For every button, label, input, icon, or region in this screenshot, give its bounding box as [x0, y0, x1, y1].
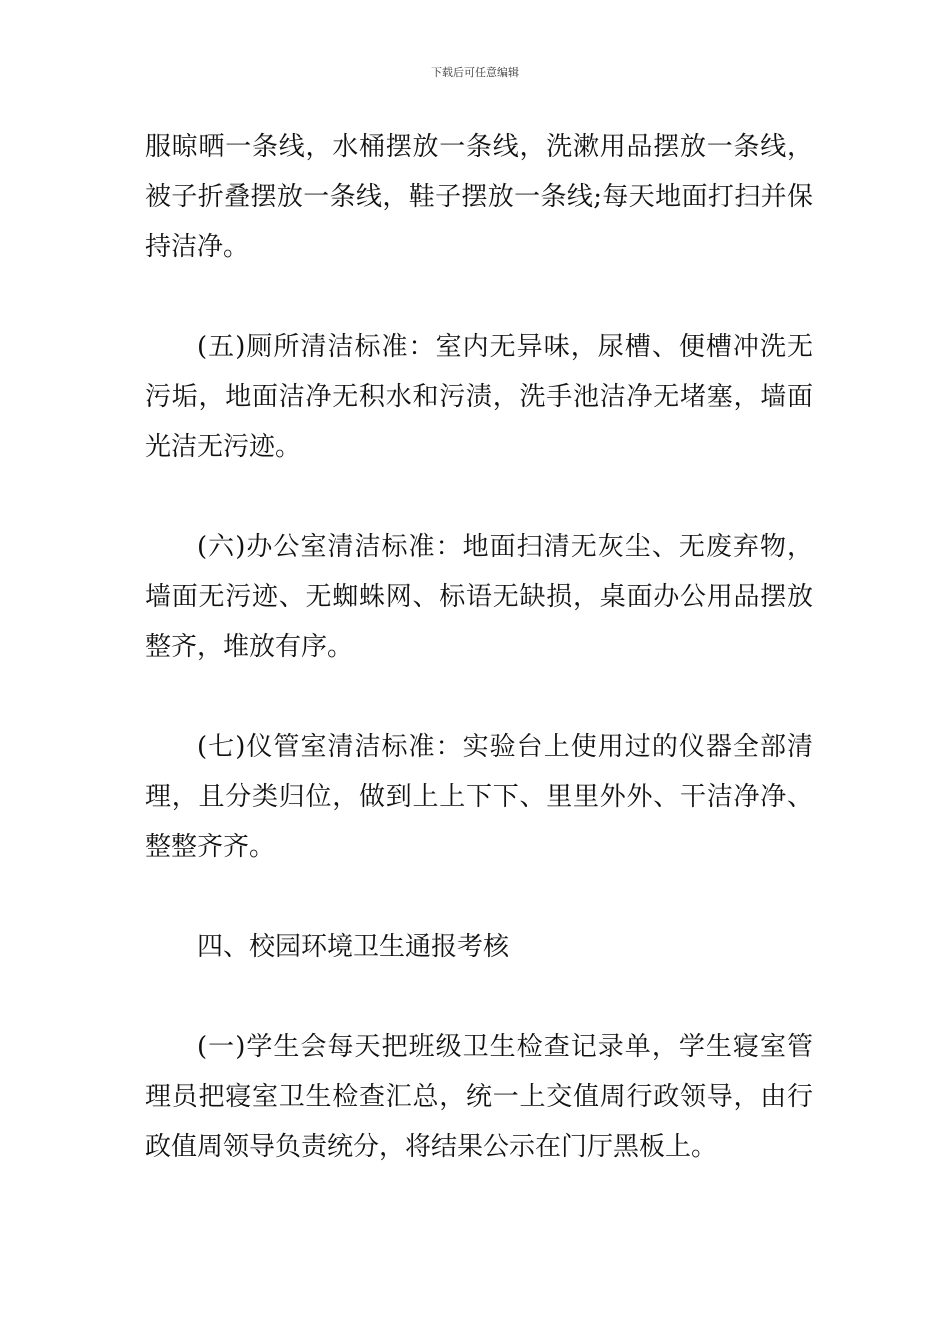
- paragraph-continuation: 服晾晒一条线，水桶摆放一条线，洗漱用品摆放一条线，被子折叠摆放一条线，鞋子摆放一条线;每天地面打扫并保持洁净。: [145, 132, 813, 262]
- document-body: [145, 122, 813, 1222]
- section-heading: 四、校园环境卫生通报考核: [197, 932, 510, 962]
- paragraph-toilet-standard: (五)厕所清洁标准：室内无异味，尿槽、便槽冲洗无污垢，地面洁净无积水和污渍，洗手池洁净无堵塞，墙面光洁无污迹。: [145, 332, 813, 462]
- paragraph-office-standard: (六)办公室清洁标准：地面扫清无灰尘、无废弃物，墙面无污迹、无蜘蛛网、标语无缺损，桌面办公用品摆放整齐，堆放有序。: [145, 532, 813, 662]
- page-header: 下载后可任意编辑: [431, 66, 519, 79]
- paragraph-instrument-room-standard: (七)仪管室清洁标准：实验台上使用过的仪器全部清理，且分类归位，做到上上下下、里里外外、干洁净净、整整齐齐。: [145, 732, 813, 862]
- paragraph-student-union-check: (一)学生会每天把班级卫生检查记录单，学生寝室管理员把寝室卫生检查汇总，统一上交值周行政领导，由行政值周领导负责统分，将结果公示在门厅黑板上。: [145, 1032, 813, 1162]
